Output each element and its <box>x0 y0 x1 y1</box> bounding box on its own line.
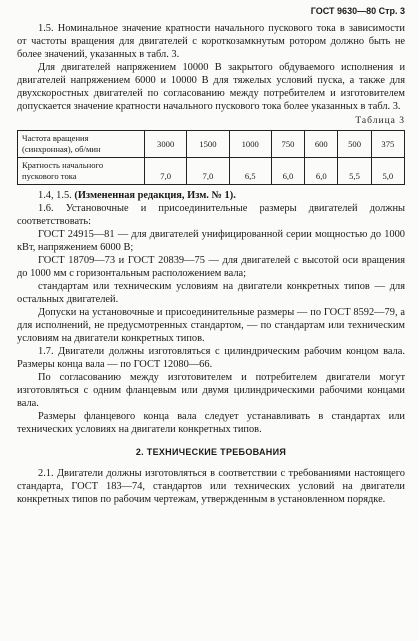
paragraph-flange-dimensions: Размеры фланцевого конца вала следует устанавливать в стандартах или технических условиях на двигатели конкретных типов. <box>17 411 405 435</box>
table-cell: 1500 <box>187 131 229 158</box>
table-cell: 3000 <box>145 131 187 158</box>
table-cell: 7,0 <box>145 158 187 185</box>
paragraph-tolerances: Допуски на установочные и присоединительные размеры — по ГОСТ 8592—79, а для исполнений, не предусмотренных стандартом, — по стандартам или техническим условиям на двигатели конкретных типов. <box>17 307 405 344</box>
table-cell: 500 <box>338 131 371 158</box>
paragraph-2-1: 2.1. Двигатели должны изготовляться в соответствии с требованиями настоящего стандарта, ГОСТ 183—74, стандартов или технических условий на двигатели конкретных типов по рабочим чертежам, утвержденным в установленном порядке. <box>17 468 405 505</box>
page-header: ГОСТ 9630—80 Стр. 3 <box>310 6 405 16</box>
paragraph-standards: стандартам или техническим условиям на двигатели конкретных типов — для остальных двигателей. <box>17 281 405 305</box>
table-cell: 750 <box>271 131 304 158</box>
table-row-label-speed: Частота вращения (синхронная), об/мин <box>18 131 145 158</box>
paragraph-flange: По согласованию между изготовителем и потребителем двигатели могут изготовляться с одним фланцевым или двумя цилиндрическими рабочими концами вала. <box>17 372 405 409</box>
paragraph-1-6: 1.6. Установочные и присоединительные размеры двигателей должны соответствовать: <box>17 203 405 227</box>
table-cell: 5,5 <box>338 158 371 185</box>
table-3 <box>17 130 405 185</box>
table-cell: 600 <box>305 131 338 158</box>
table-cell: 6,5 <box>229 158 271 185</box>
document-body <box>17 22 405 506</box>
table-cell: 375 <box>371 131 404 158</box>
table-row-speed <box>18 131 405 158</box>
table-cell: 6,0 <box>305 158 338 185</box>
amendment-bold: (Измененная редакция, Изм. № 1). <box>74 190 236 201</box>
paragraph-gost-24915: ГОСТ 24915—81 — для двигателей унифицированной серии мощностью до 1000 кВт, напряжением 6000 В; <box>17 229 405 253</box>
paragraph-1-5: 1.5. Номинальное значение кратности начального пускового тока в зависимости от частоты вращения для двигателей с короткозамкнутым ротором должно быть не более значений, указанных в табл. 3. <box>17 23 405 60</box>
table-3-title: Таблица 3 <box>355 116 405 126</box>
table-cell: 6,0 <box>271 158 304 185</box>
paragraph-1-5-note: Для двигателей напряжением 10000 В закрытого обдуваемого исполнения и двигателей напряжением 6000 и 10000 В для тяжелых условий пуска, а также для двухскоростных двигателей по согласованию между потребителем и изготовителем допускается значение кратности начального пускового тока более указанных в табл. 3. <box>17 62 405 112</box>
paragraph-gost-18709: ГОСТ 18709—73 и ГОСТ 20839—75 — для двигателей с высотой оси вращения до 1000 мм с горизонтальным расположением вала; <box>17 255 405 279</box>
table-cell: 5,0 <box>371 158 404 185</box>
amendment-note <box>17 189 405 202</box>
amendment-prefix: 1.4, 1.5. <box>38 190 72 201</box>
table-row-label-ratio: Кратность начального пускового тока <box>18 158 145 185</box>
table-row-ratio <box>18 158 405 185</box>
table-cell: 1000 <box>229 131 271 158</box>
table-cell: 7,0 <box>187 158 229 185</box>
section-2-heading: 2. ТЕХНИЧЕСКИЕ ТРЕБОВАНИЯ <box>135 447 287 457</box>
paragraph-1-7: 1.7. Двигатели должны изготовляться с цилиндрическим рабочим концом вала. Размеры конца вала — по ГОСТ 12080—66. <box>17 346 405 370</box>
